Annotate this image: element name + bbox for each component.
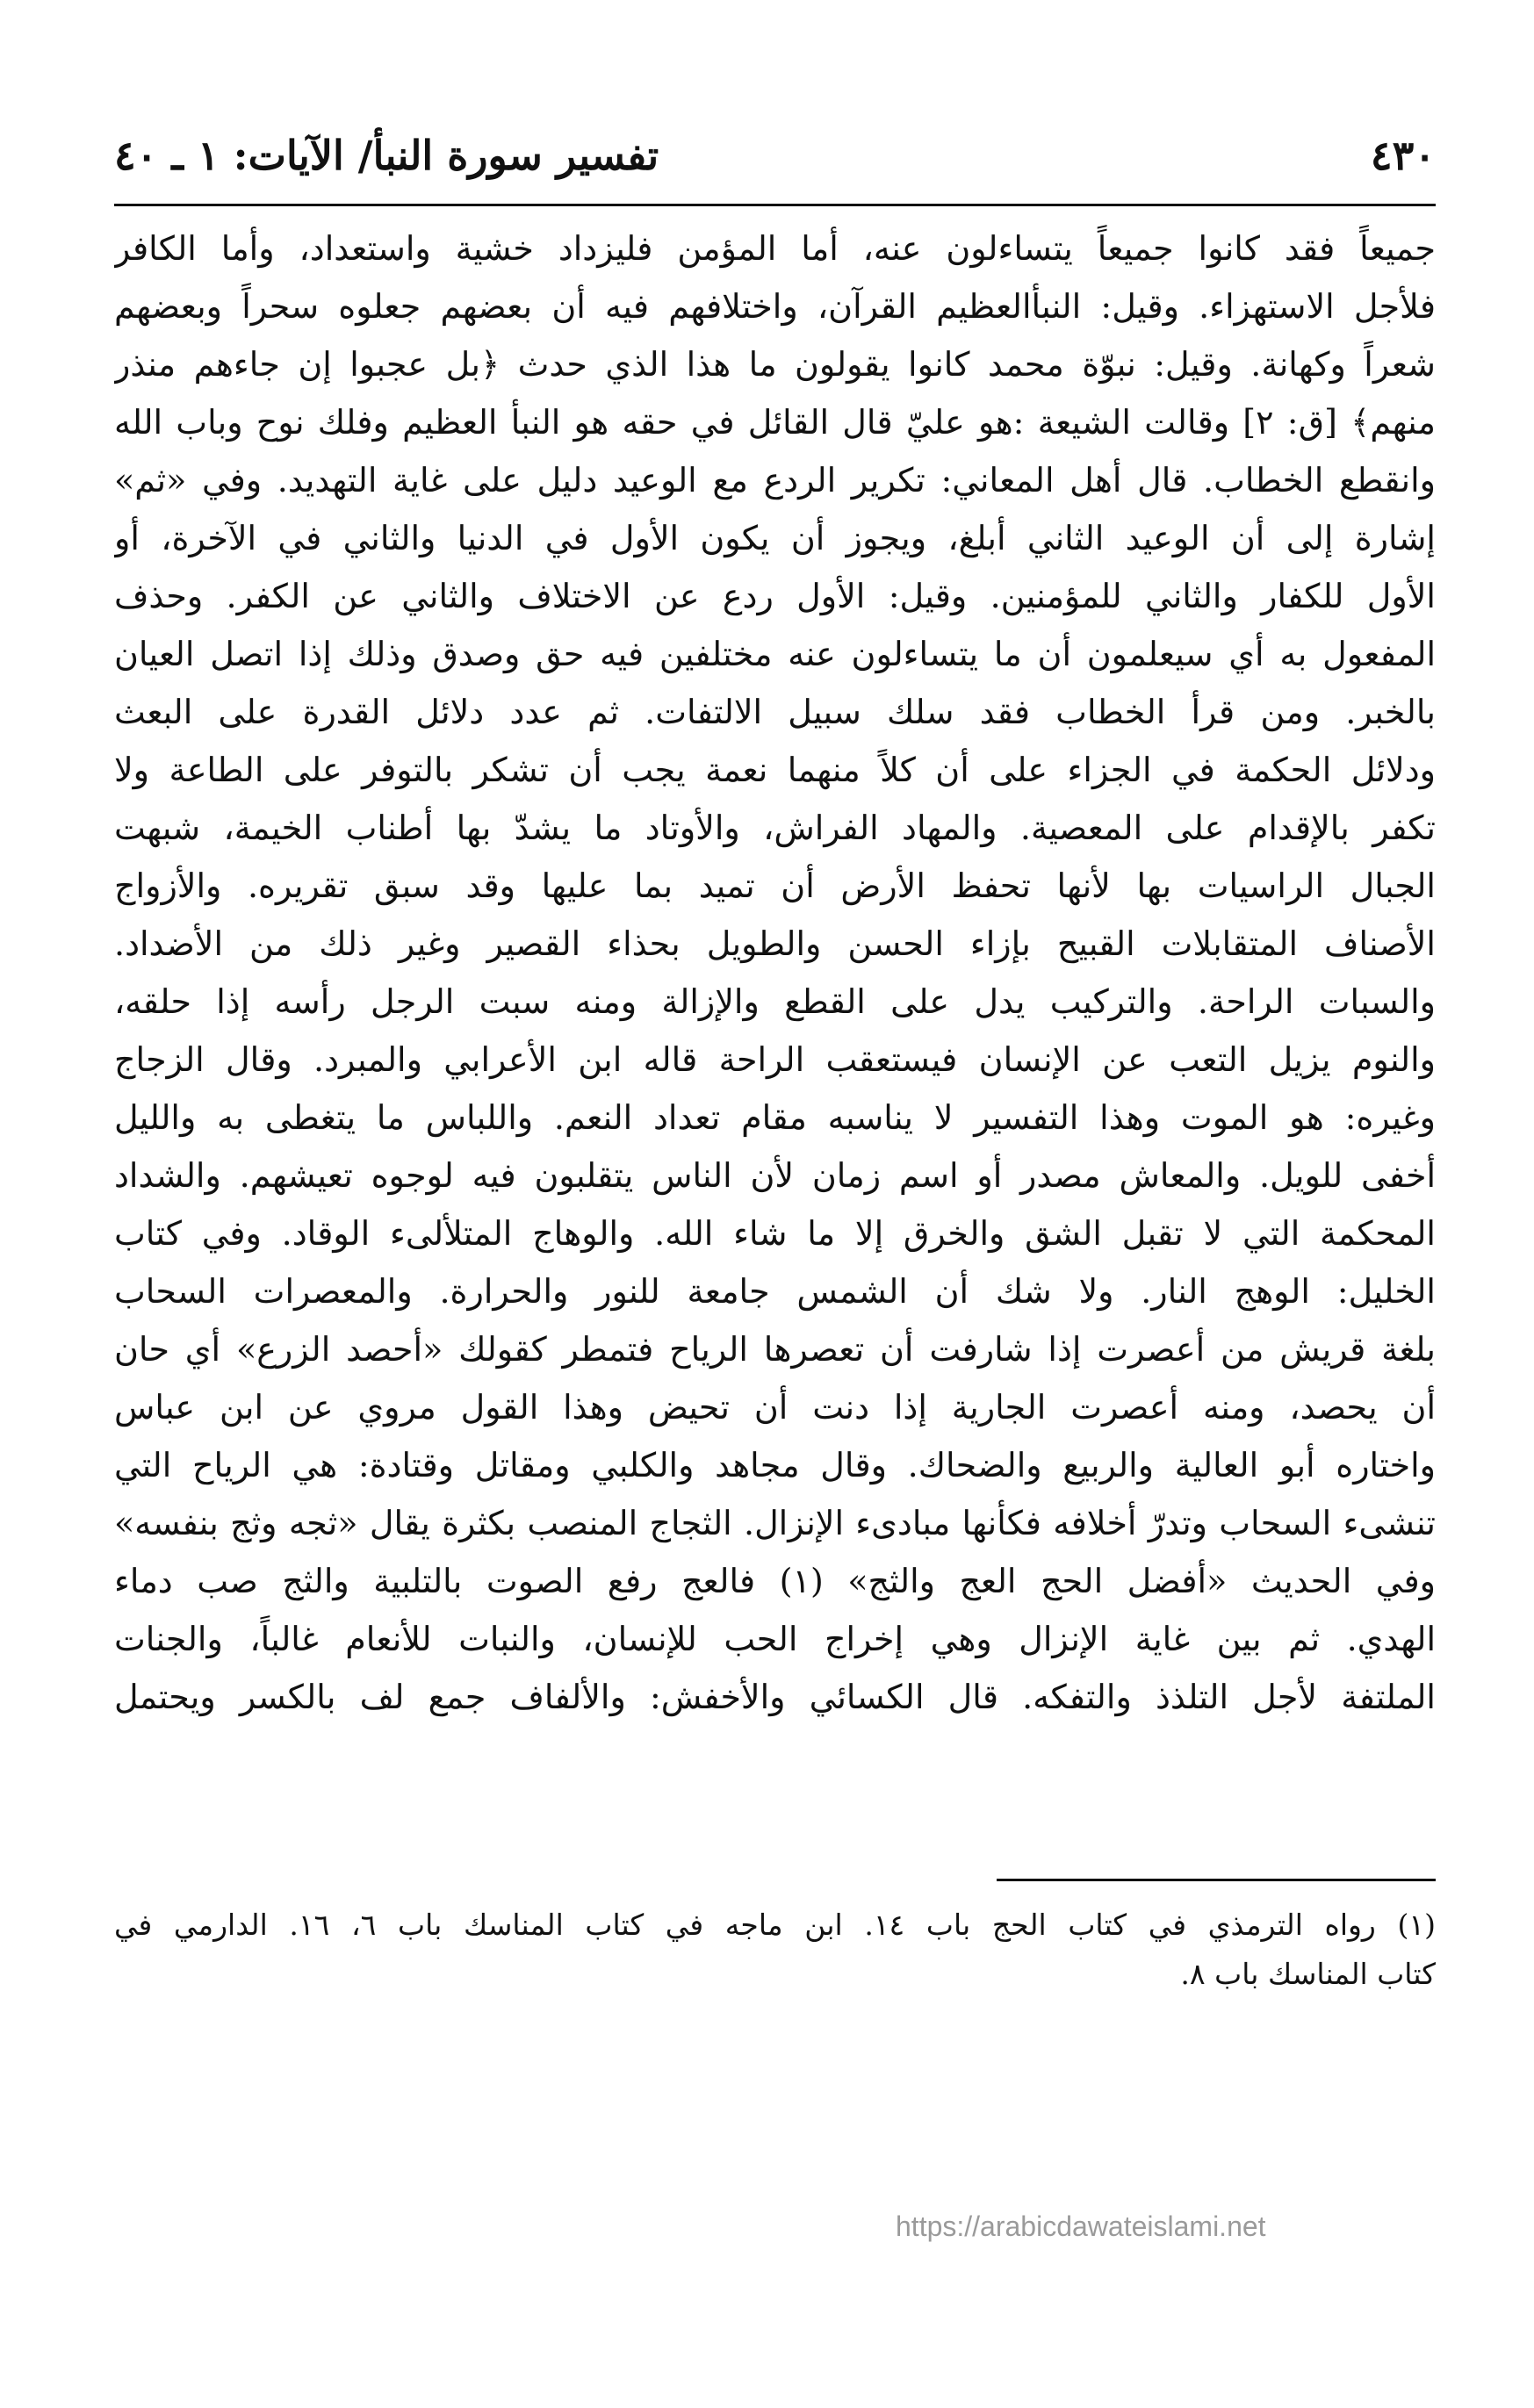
text-line: تكفر بالإقدام على المعصية. والمهاد الفراش، والأوتاد ما يشدّ بها أطناب الخيمة، شبهت	[114, 809, 1436, 847]
text-line: ودلائل الحكمة في الجزاء على أن كلاً منهما نعمة يجب أن تشكر بالتوفر على الطاعة ولا	[114, 751, 1436, 789]
text-line: إشارة إلى أن الوعيد الثاني أبلغ، ويجوز أن يكون الأول في الدنيا والثاني في الآخرة، أو	[114, 519, 1436, 557]
footnote-rule	[997, 1879, 1436, 1881]
text-line: أن يحصد، ومنه أعصرت الجارية إذا دنت أن تحيض وهذا القول مروي عن ابن عباس	[114, 1388, 1436, 1427]
book-page	[114, 105, 1436, 2353]
text-line: والسبات الراحة. والتركيب يدل على القطع والإزالة ومنه سبت الرجل رأسه إذا حلقه،	[114, 982, 1436, 1021]
text-line: الهدي. ثم بين غاية الإنزال وهي إخراج الحب للإنسان، والنبات للأنعام غالباً، والجنات	[114, 1620, 1436, 1658]
header-rule	[114, 204, 1436, 206]
body-text	[114, 219, 1436, 1726]
text-line: أخفى للويل. والمعاش مصدر أو اسم زمان لأن الناس يتقلبون فيه لوجوه تعيشهم. والشداد	[114, 1156, 1436, 1195]
text-line: فلأجل الاستهزاء. وقيل: النبأالعظيم القرآن، واختلافهم فيه أن بعضهم جعلوه سحراً وبعضهم	[114, 287, 1436, 326]
text-line: واختاره أبو العالية والربيع والضحاك. وقال مجاهد والكلبي ومقاتل وقتادة: هي الرياح التي	[114, 1446, 1436, 1484]
footnotes	[114, 1901, 1436, 1999]
page-number: ٤٣٠	[1370, 132, 1436, 179]
text-line: وفي الحديث «أفضل الحج العج والثج» (١) فالعج رفع الصوت بالتلبية والثج صب دماء	[114, 1562, 1436, 1600]
text-line: المحكمة التي لا تقبل الشق والخرق إلا ما شاء الله. والوهاج المتلألىء الوقاد. وفي كتاب	[114, 1214, 1436, 1253]
text-line: الجبال الراسيات بها لأنها تحفظ الأرض أن تميد بما عليها وقد سبق تقريره. والأزواج	[114, 866, 1436, 905]
watermark: https://arabicdawateislami.net	[896, 2210, 1266, 2242]
text-line: تنشىء السحاب وتدرّ أخلافه فكأنها مبادىء الإنزال. الثجاج المنصب بكثرة يقال «ثجه وثج بنفسه»	[114, 1504, 1436, 1542]
text-line: جميعاً فقد كانوا جميعاً يتساءلون عنه، أما المؤمن فليزداد خشية واستعداد، وأما الكافر	[114, 229, 1436, 268]
text-line: وانقطع الخطاب. قال أهل المعاني: تكرير الردع مع الوعيد دليل على غاية التهديد. وفي «ثم»	[114, 461, 1436, 500]
text-line: الأول للكفار والثاني للمؤمنين. وقيل: الأول ردع عن الاختلاف والثاني عن الكفر. وحذف	[114, 577, 1436, 615]
footnote-line: كتاب المناسك باب ٨.	[1180, 1957, 1436, 1991]
text-line: بلغة قريش من أعصرت إذا شارفت أن تعصرها الرياح فتمطر كقولك «أحصد الزرع» أي حان	[114, 1330, 1436, 1369]
text-line: والنوم يزيل التعب عن الإنسان فيستعقب الراحة قاله ابن الأعرابي والمبرد. وقال الزجاج	[114, 1040, 1436, 1079]
text-line: المفعول به أي سيعلمون أن ما يتساءلون عنه مختلفين فيه حق وصدق وذلك إذا اتصل العيان	[114, 635, 1436, 673]
text-line: الأصناف المتقابلات القبيح بإزاء الحسن والطويل بحذاء القصير وغير ذلك من الأضداد.	[114, 924, 1436, 963]
text-line: بالخبر. ومن قرأ الخطاب فقد سلك سبيل الالتفات. ثم عدد دلائل القدرة على البعث	[114, 693, 1436, 731]
page-header	[114, 132, 1436, 193]
text-line: الخليل: الوهج النار. ولا شك أن الشمس جامعة للنور والحرارة. والمعصرات السحاب	[114, 1272, 1436, 1311]
text-line: وغيره: هو الموت وهذا التفسير لا يناسبه مقام تعداد النعم. واللباس ما يتغطى به والليل	[114, 1098, 1436, 1137]
text-line: الملتفة لأجل التلذذ والتفكه. قال الكسائي والأخفش: والألفاف جمع لف بالكسر ويحتمل	[114, 1678, 1436, 1716]
footnote-line: (١) رواه الترمذي في كتاب الحج باب ١٤. ابن ماجه في كتاب المناسك باب ٦، ١٦. الدارمي في	[114, 1908, 1436, 1942]
text-line: منهم﴾ [ق: ٢] وقالت الشيعة :هو عليّ قال القائل في حقه هو النبأ العظيم وفلك نوح وباب الله	[114, 403, 1436, 442]
running-title: تفسير سورة النبأ/ الآيات: ١ ـ ٤٠	[114, 132, 659, 179]
text-line: شعراً وكهانة. وقيل: نبوّة محمد كانوا يقولون ما هذا الذي حدث ﴿بل عجبوا إن جاءهم منذر	[114, 345, 1436, 384]
